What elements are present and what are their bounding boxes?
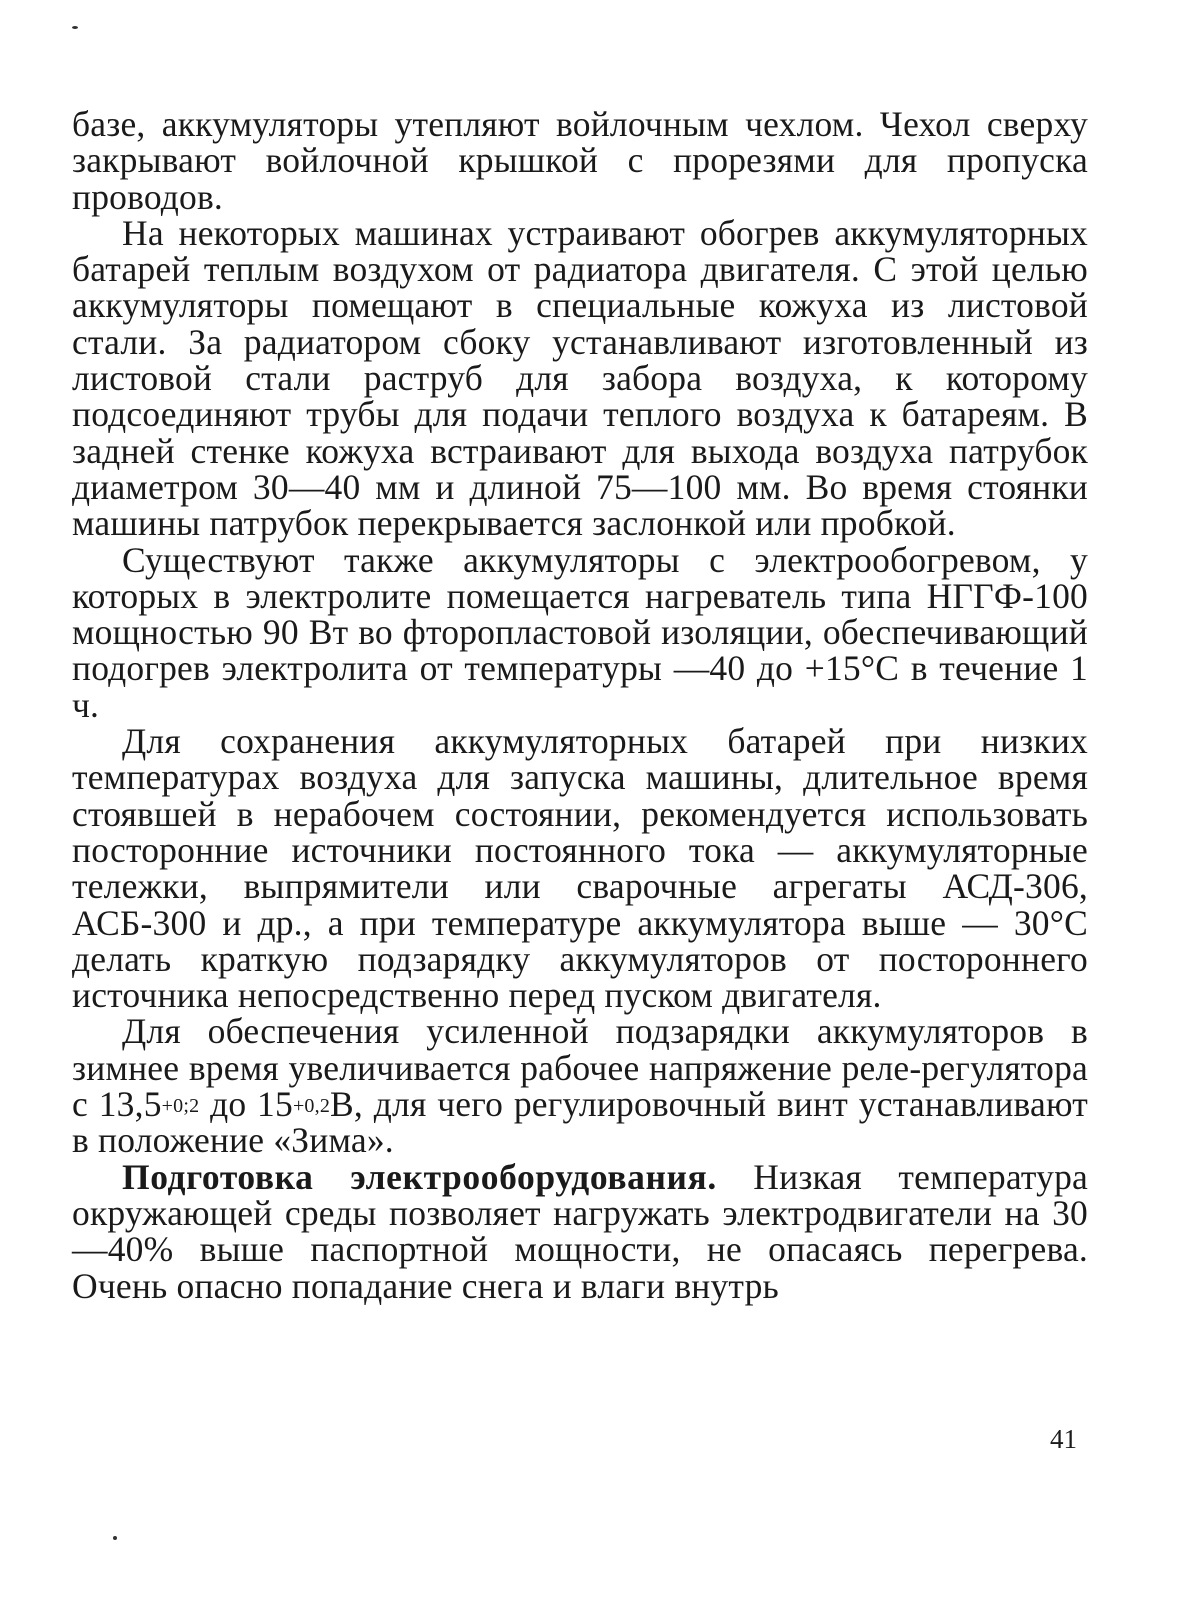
paragraph-6 xyxy=(72,1156,1088,1306)
paragraph-5-text-middle: до 15 xyxy=(199,1084,293,1125)
superscript-tolerance-2: +0,2 xyxy=(292,1095,331,1118)
scan-speck-bottom xyxy=(113,1536,117,1540)
scan-speck-top xyxy=(72,26,78,29)
paragraph-4: Для сохранения аккумуляторных батарей при низких температурах воздуха для запуска машины, длительное время стоявшей в нерабочем состоянии, рекомендуется использовать посторонние источники постоянного тока — аккумуляторные тележки, выпрямители или сварочные агрегаты АСД-306, АСБ-300 и др., а при температуре аккумулятора выше — 30°С делать краткую подзарядку аккумуляторов от постороннего источника непосредственно перед пуском двигателя. xyxy=(72,721,1088,1016)
section-heading: Подготовка электрооборудования. xyxy=(122,1156,717,1197)
paragraph-5-text-before: Для обеспечения усиленной подзарядки аккумуляторов в зимнее время увеличивается рабочее напряжение реле-регулятора с 13,5 xyxy=(72,1011,1088,1125)
page-number: 41 xyxy=(1050,1424,1077,1454)
paragraph-5 xyxy=(72,1011,1088,1161)
paragraph-5-text-after: В, для чего регулировочный винт устанавливают в положение «Зима». xyxy=(72,1084,1088,1161)
paragraph-2: На некоторых машинах устраивают обогрев аккумуляторных батарей теплым воздухом от радиатора двигателя. С этой целью аккумуляторы помещают в специальные кожуха из листовой стали. За радиатором сбоку устанавливают изготовленный из листовой стали раструб для забора воздуха, к которому подсоединяют трубы для подачи теплого воздуха к батареям. В задней стенке кожуха встраивают для выхода воздуха патрубок диаметром 30—40 мм и длиной 75—100 мм. Во время стоянки машины патрубок перекрывается заслонкой или пробкой. xyxy=(72,212,1088,544)
page-body xyxy=(72,106,1088,1304)
paragraph-3: Существуют также аккумуляторы с электрообогревом, у которых в электролите помещается нагреватель типа НГГФ-100 мощностью 90 Вт во фторопластовой изоляции, обеспечивающий подогрев электролита от температуры —40 до +15°С в течение 1 ч. xyxy=(72,539,1088,725)
superscript-tolerance-1: +0;2 xyxy=(161,1095,200,1118)
paragraph-1: базе, аккумуляторы утепляют войлочным чехлом. Чехол сверху закрывают войлочной крышкой с прорезями для пропуска проводов. xyxy=(72,104,1088,217)
paragraph-6-text: Низкая температура окружающей среды позволяет нагружать электродвигатели на 30—40% выше паспортной мощности, не опасаясь перегрева. Очень опасно попадание снега и влаги внутрь xyxy=(72,1156,1088,1306)
